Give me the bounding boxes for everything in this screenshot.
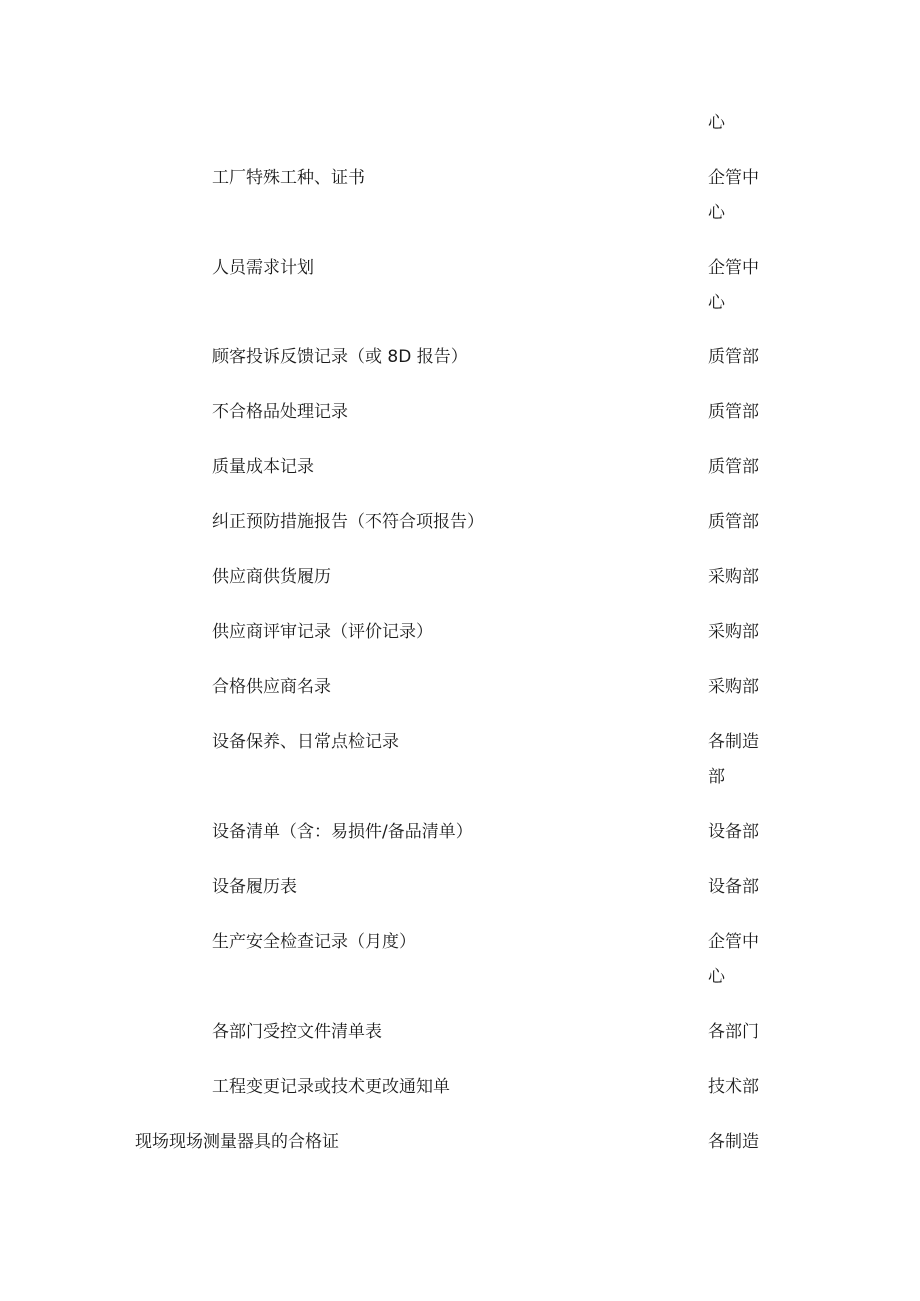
record-name: 不合格品处理记录 (212, 402, 348, 422)
record-name: 设备保养、日常点检记录 (212, 732, 399, 752)
record-name: 质量成本记录 (212, 457, 314, 477)
record-name: 工程变更记录或技术更改通知单 (212, 1077, 450, 1097)
record-name: 设备履历表 (212, 877, 297, 897)
responsible-dept: 质管部 (708, 512, 759, 532)
record-name: 工厂特殊工种、证书 (212, 168, 365, 188)
responsible-dept: 设备部 (708, 822, 759, 842)
record-name: 生产安全检查记录（月度） (212, 932, 416, 952)
record-name: 纠正预防措施报告（不符合项报告） (212, 512, 484, 532)
record-name: 合格供应商名录 (212, 677, 331, 697)
record-name: 设备清单（含：易损件/备品清单） (212, 822, 473, 842)
responsible-dept: 企管中心 (708, 258, 759, 313)
record-name: 人员需求计划 (212, 258, 314, 278)
responsible-dept: 各部门 (708, 1022, 759, 1042)
record-name: 顾客投诉反馈记录（或 8D 报告） (212, 347, 468, 367)
responsible-dept: 质管部 (708, 402, 759, 422)
responsible-dept: 质管部 (708, 457, 759, 477)
responsible-dept: 设备部 (708, 877, 759, 897)
record-name: 现场现场测量器具的合格证 (135, 1132, 339, 1152)
responsible-dept: 各制造部 (708, 732, 759, 787)
responsible-dept: 企管中心 (708, 932, 759, 987)
responsible-dept: 采购部 (708, 622, 759, 642)
responsible-dept: 各制造 (708, 1132, 759, 1152)
responsible-dept: 企管中心 (708, 168, 759, 223)
responsible-dept: 技术部 (708, 1077, 759, 1097)
record-name: 供应商供货履历 (212, 567, 331, 587)
responsible-dept: 采购部 (708, 567, 759, 587)
record-name: 供应商评审记录（评价记录） (212, 622, 433, 642)
record-name: 各部门受控文件清单表 (212, 1022, 382, 1042)
dept-continuation: 心 (708, 113, 725, 133)
responsible-dept: 采购部 (708, 677, 759, 697)
responsible-dept: 质管部 (708, 347, 759, 367)
